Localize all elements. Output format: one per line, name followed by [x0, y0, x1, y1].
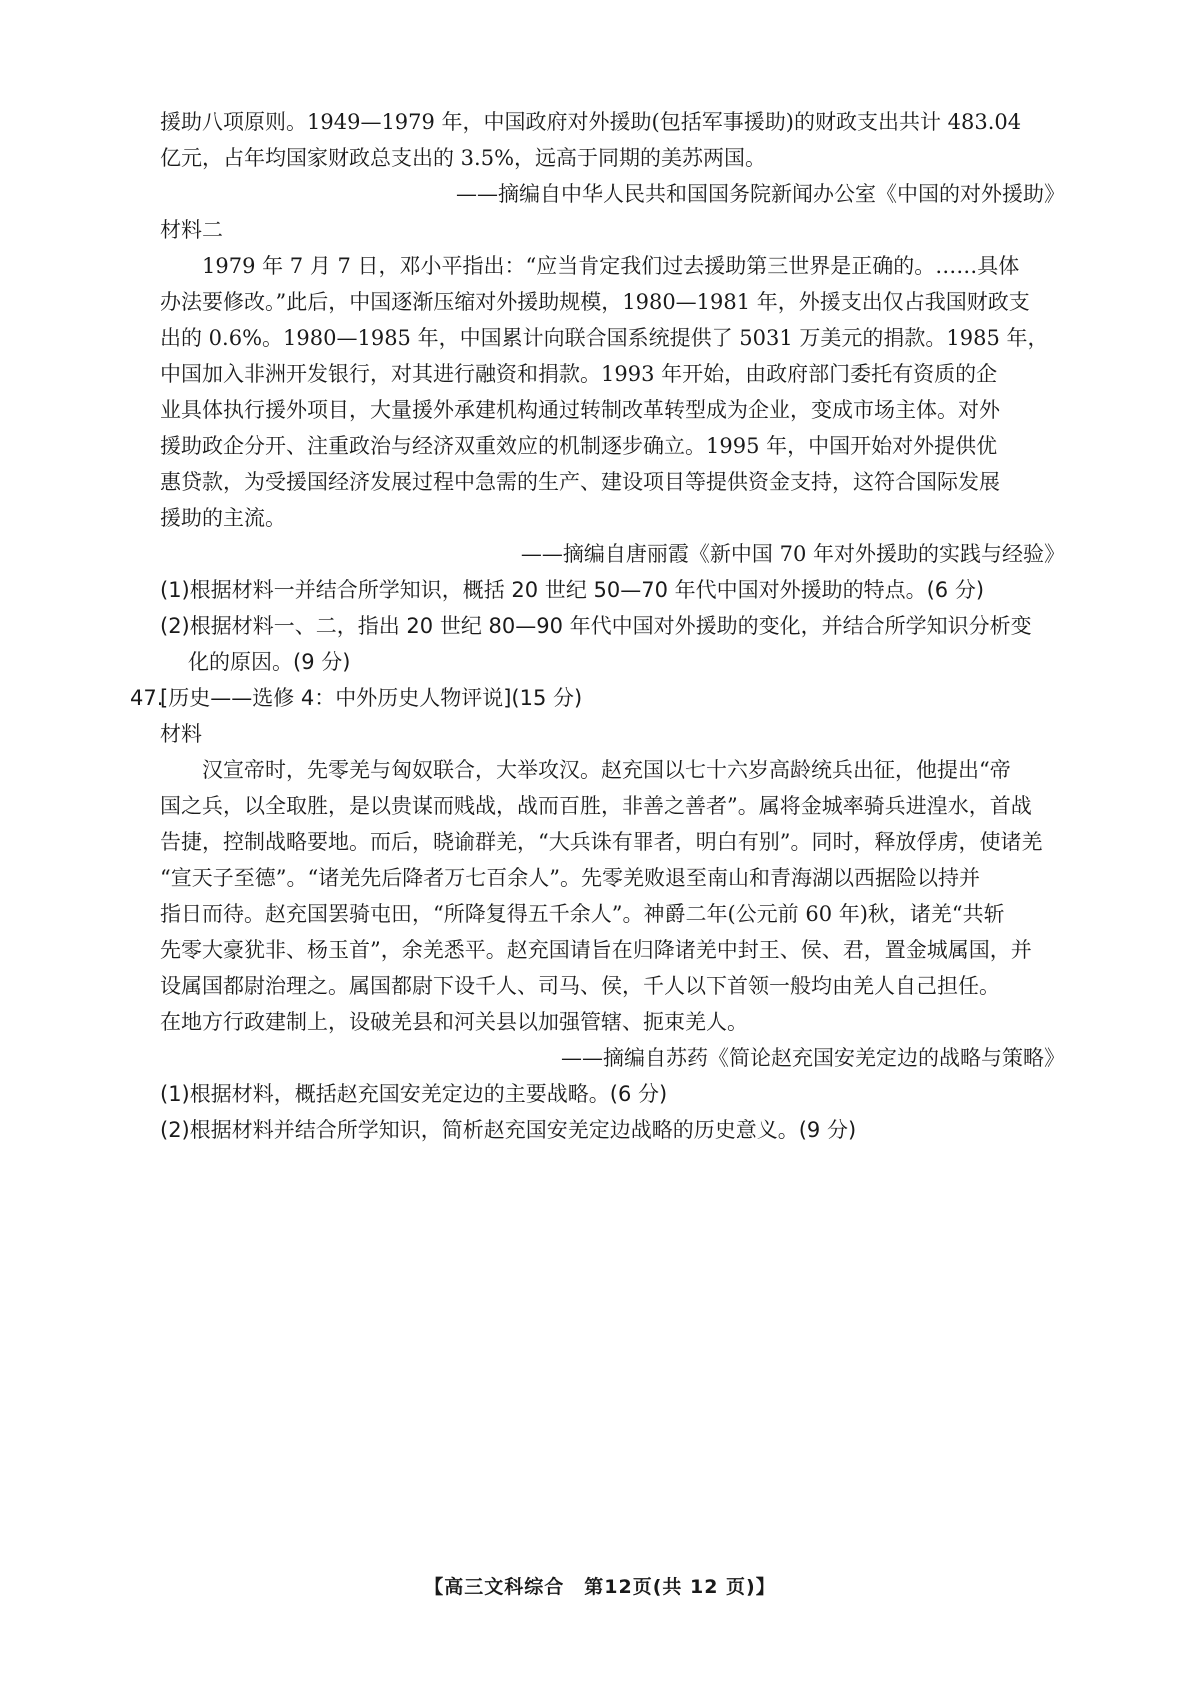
question-47-material-line: 汉宣帝时，先零羌与匈奴联合，大举攻汉。赵充国以七十六岁高龄统兵出征，他提出“帝	[202, 758, 1011, 782]
material1-line: 亿元，占年均国家财政总支出的 3.5%，远高于同期的美苏两国。	[160, 146, 767, 170]
question-47-material-line: 设属国都尉治理之。属国都尉下设千人、司马、侯，千人以下首领一般均由羌人自己担任。	[160, 974, 1000, 998]
material1-line: 援助八项原则。1949—1979 年，中国政府对外援助(包括军事援助)的财政支出共计 483.04	[160, 110, 1022, 134]
question-47-material-line: 告捷，控制战略要地。而后，晓谕群羌，“大兵诛有罪者，明白有别”。同时，释放俘虏，使诸羌	[160, 830, 1043, 854]
exam-page	[130, 104, 1065, 1148]
question-47-material-line: 先零大豪犹非、杨玉首”，余羌悉平。赵充国请旨在归降诸羌中封王、侯、君，置金城属国，并	[160, 938, 1032, 962]
question-47-material-line: 国之兵，以全取胜，是以贵谋而贱战，战而百胜，非善之善者”。属将金城率骑兵进湟水，首战	[160, 794, 1032, 818]
question-47-title	[130, 680, 1065, 716]
question-47-material-line: 在地方行政建制上，设破羌县和河关县以加强管辖、扼束羌人。	[160, 1010, 748, 1034]
question-47-material-line: “宣天子至德”。“诸羌先后降者万七百余人”。先零羌败退至南山和青海湖以西据险以持并	[160, 866, 980, 890]
material2-line: 出的 0.6%。1980—1985 年，中国累计向联合国系统提供了 5031 万美元的捐款。1985 年，	[160, 326, 1049, 350]
page-footer: 【高三文科综合 第12页(共 12 页)】	[424, 1576, 776, 1598]
question-47-number: 47.	[130, 686, 164, 710]
material2-source: ——摘编自唐丽霞《新中国 70 年对外援助的实践与经验》	[520, 542, 1065, 566]
material2-line: 援助的主流。	[160, 506, 286, 530]
material2-line: 1979 年 7 月 7 日，邓小平指出：“应当肯定我们过去援助第三世界是正确的。……具体	[202, 254, 1020, 278]
question-47-title-text: [历史——选修 4：中外历史人物评说](15 分)	[160, 686, 583, 710]
material2-heading: 材料二	[160, 218, 223, 242]
material2-line: 惠贷款，为受援国经济发展过程中急需的生产、建设项目等提供资金支持，这符合国际发展	[160, 470, 1000, 494]
question-47-source: ——摘编自苏药《简论赵充国安羌定边的战略与策略》	[561, 1046, 1065, 1070]
material2-line: 业具体执行援外项目，大量援外承建机构通过转制改革转型成为企业，变成市场主体。对外	[160, 398, 1000, 422]
question-47-1: (1)根据材料，概括赵充国安羌定边的主要战略。(6 分)	[160, 1082, 668, 1106]
material1-source: ——摘编自中华人民共和国国务院新闻办公室《中国的对外援助》	[456, 182, 1065, 206]
question-46-2: (2)根据材料一、二，指出 20 世纪 80—90 年代中国对外援助的变化，并结合所学知识分析变	[160, 614, 1032, 638]
question-47-material-line: 指日而待。赵充国罢骑屯田，“所降复得五千余人”。神爵二年(公元前 60 年)秋，诸羌“共斩	[160, 902, 1005, 926]
question-46-1: (1)根据材料一并结合所学知识，概括 20 世纪 50—70 年代中国对外援助的特点。(6 分)	[160, 578, 985, 602]
question-47-2: (2)根据材料并结合所学知识，简析赵充国安羌定边战略的历史意义。(9 分)	[160, 1118, 857, 1142]
question-47-material-heading: 材料	[160, 722, 202, 746]
material2-line: 中国加入非洲开发银行，对其进行融资和捐款。1993 年开始，由政府部门委托有资质的企	[160, 362, 998, 386]
question-46-2-cont: 化的原因。(9 分)	[188, 650, 351, 674]
material2-line: 援助政企分开、注重政治与经济双重效应的机制逐步确立。1995 年，中国开始对外提供优	[160, 434, 998, 458]
material2-line: 办法要修改。”此后，中国逐渐压缩对外援助规模，1980—1981 年，外援支出仅占我国财政支	[160, 290, 1030, 314]
